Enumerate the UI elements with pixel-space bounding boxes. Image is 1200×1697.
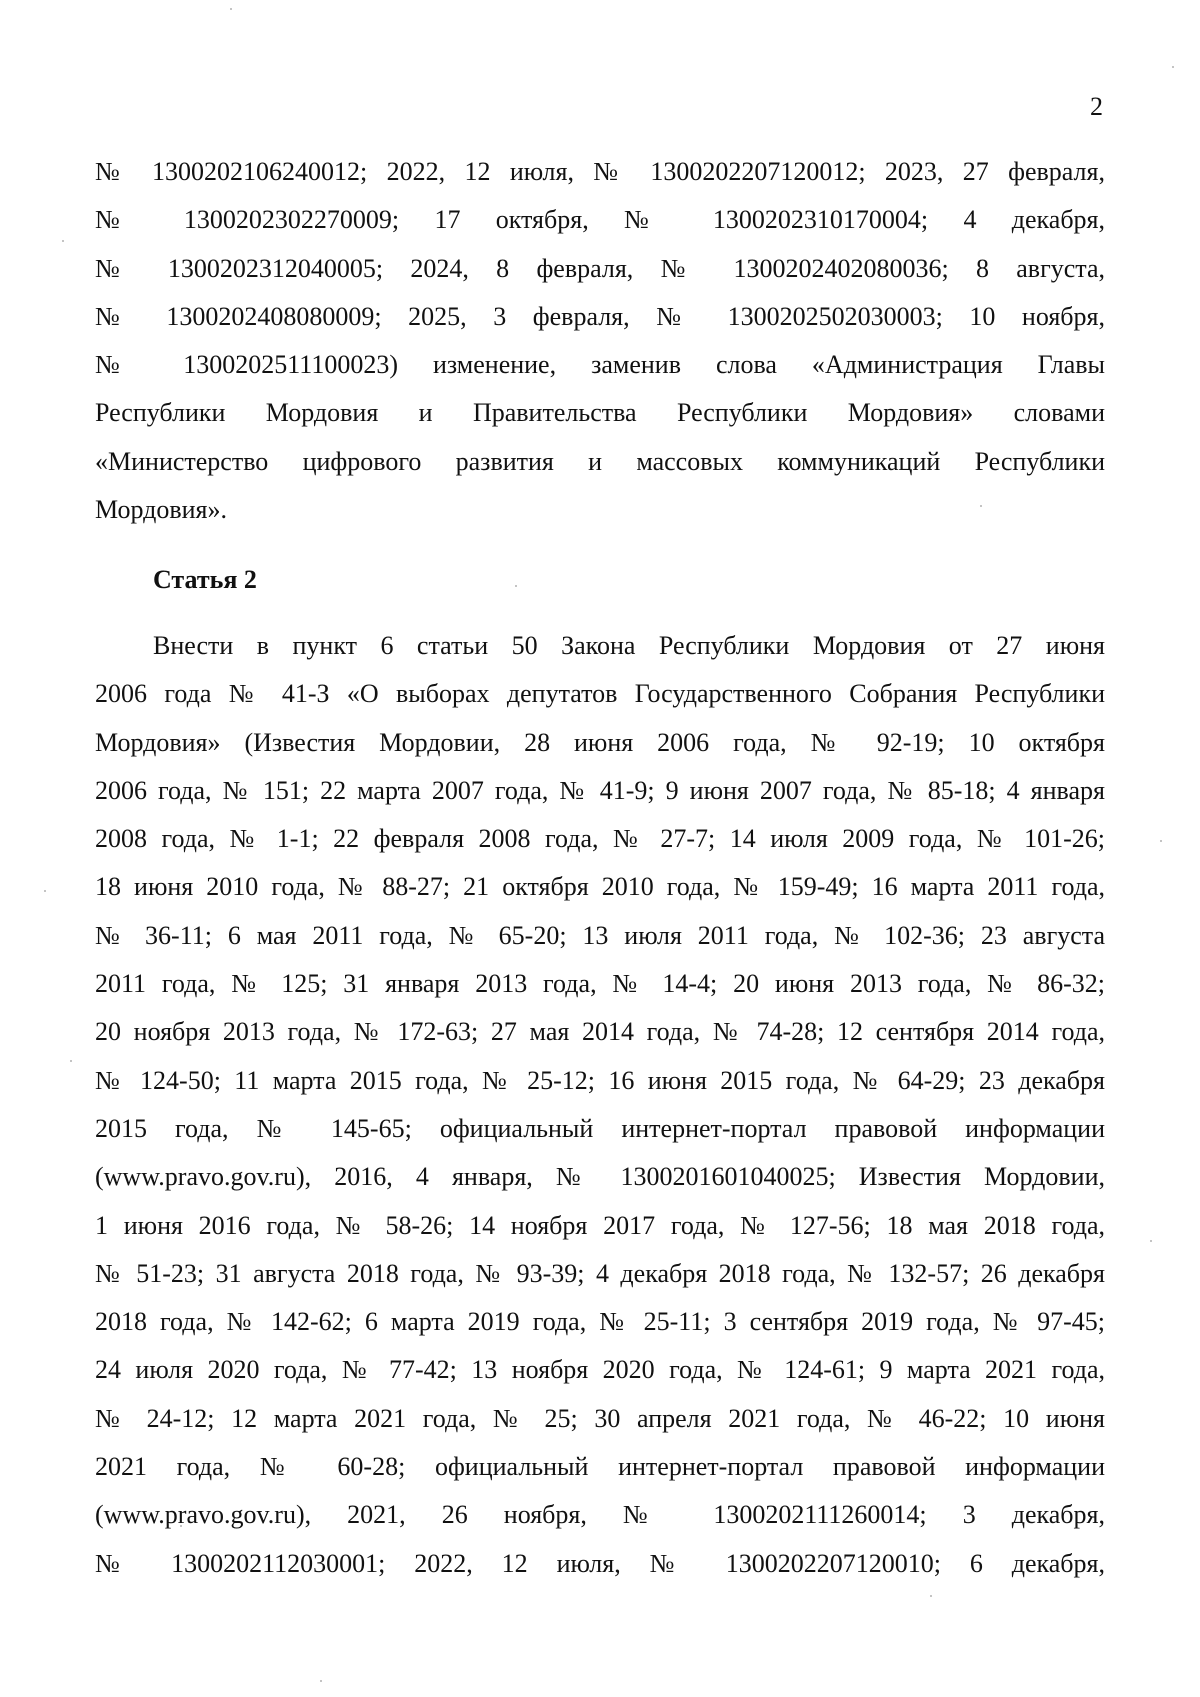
text-line: № 1300202511100023) изменение, заменив слова «Администрация Главы	[95, 350, 1105, 380]
text-line: 2015 года, № 145-65; официальный интернет-портал правовой информации	[95, 1113, 1105, 1143]
text-line: Внести в пункт 6 статьи 50 Закона Республики Мордовия от 27 июня	[153, 631, 1105, 660]
text-line: (www.pravo.gov.ru), 2016, 4 января, № 1300201601040025; Известия Мордовии,	[95, 1162, 1105, 1192]
text-line: 2011 года, № 125; 31 января 2013 года, № 14-4; 20 июня 2013 года, № 86-32;	[95, 969, 1105, 999]
article-2-paragraph	[95, 622, 1105, 1588]
scan-speck	[1150, 1240, 1152, 1242]
scan-speck	[62, 240, 64, 242]
text-line: № 24-12; 12 марта 2021 года, № 25; 30 апреля 2021 года, № 46-22; 10 июня	[95, 1403, 1105, 1433]
scan-speck	[930, 1595, 932, 1597]
scan-speck	[515, 585, 517, 587]
text-line: 18 июня 2010 года, № 88-27; 21 октября 2010 года, № 159-49; 16 марта 2011 года,	[95, 872, 1105, 902]
scan-speck	[320, 1680, 322, 1682]
text-line: 24 июля 2020 года, № 77-42; 13 ноября 2020 года, № 124-61; 9 марта 2021 года,	[95, 1355, 1105, 1385]
scan-speck	[180, 1525, 182, 1527]
scan-speck	[1160, 840, 1162, 842]
text-line: 2006 года № 41-З «О выборах депутатов Государственного Собрания Республики	[95, 679, 1105, 709]
text-line: Мордовия».	[95, 495, 228, 525]
text-line: Мордовия» (Известия Мордовии, 28 июня 2006 года, № 92-19; 10 октября	[95, 727, 1105, 757]
article-heading: Статья 2	[153, 565, 257, 594]
text-line: Республики Мордовия и Правительства Республики Мордовия» словами	[95, 398, 1105, 428]
scan-speck	[980, 505, 982, 507]
paragraph-continuation	[95, 148, 1105, 534]
text-line: 2008 года, № 1-1; 22 февраля 2008 года, № 27-7; 14 июля 2009 года, № 101-26;	[95, 824, 1105, 854]
text-line: № 1300202112030001; 2022, 12 июля, № 1300202207120010; 6 декабря,	[95, 1548, 1105, 1578]
text-line: № 51-23; 31 августа 2018 года, № 93-39; 4 декабря 2018 года, № 132-57; 26 декабря	[95, 1258, 1105, 1288]
text-line: 1 июня 2016 года, № 58-26; 14 ноября 2017 года, № 127-56; 18 мая 2018 года,	[95, 1210, 1105, 1240]
text-line: 2018 года, № 142-62; 6 марта 2019 года, № 25-11; 3 сентября 2019 года, № 97-45;	[95, 1307, 1105, 1337]
scan-speck	[44, 890, 46, 892]
text-line: 2006 года, № 151; 22 марта 2007 года, № 41-9; 9 июня 2007 года, № 85-18; 4 января	[95, 775, 1105, 805]
text-line: 20 ноября 2013 года, № 172-63; 27 мая 2014 года, № 74-28; 12 сентября 2014 года,	[95, 1017, 1105, 1047]
page-number: 2	[1090, 92, 1103, 121]
text-line: № 124-50; 11 марта 2015 года, № 25-12; 16 июня 2015 года, № 64-29; 23 декабря	[95, 1065, 1105, 1095]
text-line: № 1300202106240012; 2022, 12 июля, № 1300202207120012; 2023, 27 февраля,	[95, 157, 1105, 186]
scan-speck	[1172, 66, 1174, 68]
text-line: № 36-11; 6 мая 2011 года, № 65-20; 13 июля 2011 года, № 102-36; 23 августа	[95, 920, 1105, 950]
text-line: № 1300202408080009; 2025, 3 февраля, № 1300202502030003; 10 ноября,	[95, 301, 1105, 331]
scan-speck	[70, 1060, 72, 1062]
scan-speck	[230, 8, 232, 10]
text-line: «Министерство цифрового развития и массовых коммуникаций Республики	[95, 446, 1105, 476]
text-line: № 1300202302270009; 17 октября, № 1300202310170004; 4 декабря,	[95, 205, 1105, 235]
text-line: № 1300202312040005; 2024, 8 февраля, № 1300202402080036; 8 августа,	[95, 253, 1105, 283]
text-line: (www.pravo.gov.ru), 2021, 26 ноября, № 1300202111260014; 3 декабря,	[95, 1500, 1105, 1530]
text-line: 2021 года, № 60-28; официальный интернет-портал правовой информации	[95, 1452, 1105, 1482]
